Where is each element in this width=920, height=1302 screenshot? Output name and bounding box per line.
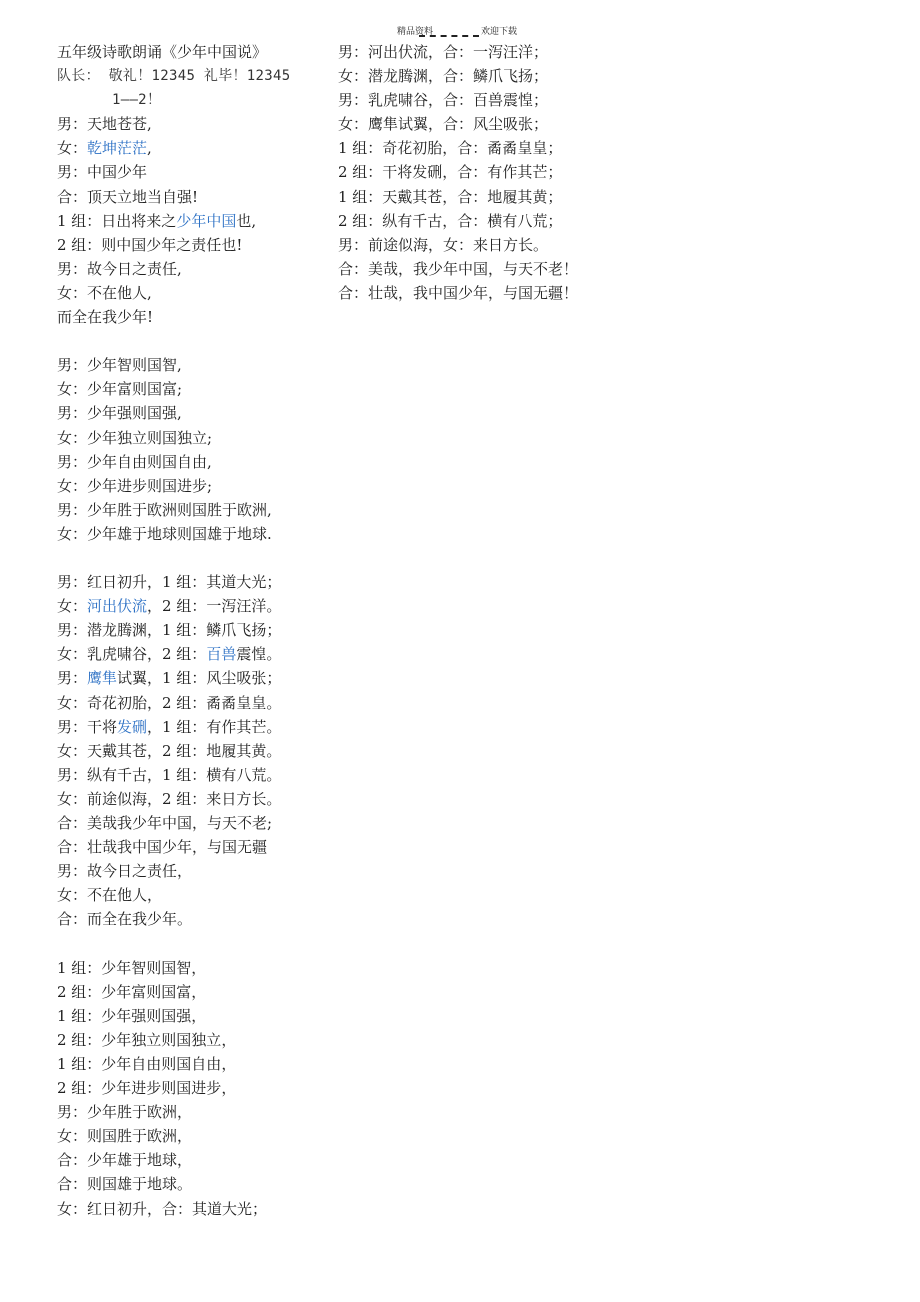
verse-text: 1——2！ — [112, 92, 162, 109]
page-header — [397, 26, 527, 40]
verse-text: 1 组：少年智则国智， — [57, 958, 207, 977]
verse-line — [57, 1052, 327, 1076]
highlighted-text: 百兽 — [206, 645, 237, 664]
verse-text: 合：则国雄于地球。 — [57, 1175, 193, 1194]
verse-line — [57, 112, 327, 136]
verse-line — [57, 209, 327, 233]
blank-line — [57, 329, 327, 353]
verse-text: 合：美哉我少年中国，与天不老; — [57, 814, 273, 832]
verse-line — [338, 64, 628, 88]
verse-line — [338, 281, 628, 305]
verse-line — [57, 956, 327, 980]
left-column — [57, 40, 327, 1221]
verse-line — [57, 666, 327, 690]
verse-line — [338, 88, 628, 112]
verse-text: 男：少年智则国智, — [57, 356, 182, 375]
verse-text: 男：河出伏流，合：一泻汪洋； — [338, 43, 549, 61]
verse-text: 也, — [236, 211, 257, 230]
verse-line — [57, 907, 327, 931]
highlighted-text: 发硎 — [117, 717, 148, 736]
verse-text: ，2 组：一泻汪洋。 — [147, 597, 282, 616]
blank-line — [57, 546, 327, 570]
verse-line — [57, 980, 327, 1004]
verse-line — [57, 498, 327, 522]
verse-text: 男：红日初升，1 组：其道大光； — [57, 573, 282, 592]
verse-line — [338, 112, 628, 136]
verse-line — [57, 594, 327, 618]
verse-line — [57, 426, 327, 450]
verse-text: 男：乳虎啸谷，合：百兽震惶； — [338, 91, 549, 110]
verse-text: 2 组：则中国少年之责任也! — [57, 235, 243, 254]
verse-text: 女：奇花初胎，2 组：矞矞皇皇。 — [57, 693, 282, 712]
verse-line — [57, 1100, 327, 1124]
verse-text: ，1 组：有作其芒。 — [147, 717, 282, 736]
verse-line — [57, 570, 327, 594]
verse-text: 1 组：天戴其苍，合：地履其黄； — [338, 187, 563, 206]
verse-line — [57, 691, 327, 715]
verse-text: 合：少年雄于地球， — [57, 1151, 193, 1170]
verse-text: 男：故今日之责任, — [57, 259, 182, 278]
verse-text: 2 组：少年富则国富， — [57, 982, 207, 1001]
verse-line — [57, 40, 327, 64]
verse-line — [338, 136, 628, 160]
verse-line — [57, 160, 327, 184]
verse-line — [57, 835, 327, 859]
highlighted-text: 河出伏流 — [87, 597, 148, 616]
verse-line — [57, 1172, 327, 1196]
verse-line — [57, 136, 327, 160]
verse-line — [338, 233, 628, 257]
verse-text: 合：美哉，我少年中国，与天不老！ — [338, 259, 579, 278]
verse-line — [57, 305, 327, 329]
verse-text: 女：少年进步则国进步; — [57, 476, 213, 495]
verse-text: 女：乳虎啸谷，2 组： — [57, 645, 207, 664]
verse-text: 五年级诗歌朗诵《少年中国说》 — [57, 43, 268, 61]
verse-text: 2 组：少年进步则国进步， — [57, 1079, 237, 1098]
verse-line — [57, 64, 327, 88]
verse-text: 1 组：日出将来之 — [57, 211, 177, 230]
verse-text: 试翼，1 组：风尘吸张； — [117, 669, 282, 688]
blank-line — [57, 931, 327, 955]
verse-text: 女：天戴其苍，2 组：地履其黄。 — [57, 741, 282, 760]
verse-text: 震惶。 — [236, 645, 282, 664]
verse-line — [57, 715, 327, 739]
verse-text: 男：纵有千古，1 组：横有八荒。 — [57, 765, 282, 784]
verse-line — [57, 450, 327, 474]
verse-text: 女：潜龙腾渊，合：鳞爪飞扬； — [338, 67, 549, 86]
verse-line — [57, 642, 327, 666]
verse-line — [338, 209, 628, 233]
verse-line — [57, 859, 327, 883]
verse-line — [338, 257, 628, 281]
header-right-text: 欢迎下载 — [481, 27, 518, 37]
verse-text: 1 组：少年自由则国自由， — [57, 1054, 237, 1073]
verse-line — [57, 1028, 327, 1052]
verse-text: 1 组：少年强则国强， — [57, 1006, 207, 1025]
verse-text: 女：少年雄于地球则国雄于地球. — [57, 524, 272, 543]
verse-line — [57, 474, 327, 498]
verse-line — [57, 257, 327, 281]
verse-text: 男：潜龙腾渊，1 组：鳞爪飞扬； — [57, 621, 282, 640]
verse-line — [57, 88, 327, 112]
verse-line — [57, 1124, 327, 1148]
verse-text: 男：中国少年 — [57, 163, 148, 182]
verse-text: 男：前途似海，女：来日方长。 — [338, 235, 549, 254]
verse-line — [57, 739, 327, 763]
verse-line — [338, 160, 628, 184]
verse-line — [57, 377, 327, 401]
verse-text: 男：天地苍苍, — [57, 115, 152, 134]
verse-text: 男： — [57, 669, 88, 688]
right-column — [338, 40, 628, 305]
verse-text: 男：少年胜于欧洲， — [57, 1103, 193, 1122]
verse-text: 女：则国胜于欧洲， — [57, 1127, 193, 1146]
verse-text: 女：前途似海，2 组：来日方长。 — [57, 789, 282, 808]
verse-text: 男：干将 — [57, 717, 118, 736]
verse-text: 合：顶天立地当自强! — [57, 187, 199, 206]
verse-text: 男：故今日之责任， — [57, 862, 193, 881]
verse-line — [57, 1004, 327, 1028]
verse-line — [57, 353, 327, 377]
verse-line — [57, 883, 327, 907]
verse-line — [57, 763, 327, 787]
verse-line — [57, 185, 327, 209]
verse-text: 合：壮哉我中国少年，与国无疆 — [57, 838, 268, 857]
verse-line — [57, 787, 327, 811]
verse-line — [57, 233, 327, 257]
highlighted-text: 鹰隼 — [87, 669, 118, 688]
verse-text: 男：少年胜于欧洲则国胜于欧洲, — [57, 500, 272, 519]
verse-line — [57, 522, 327, 546]
verse-text: 2 组：少年独立则国独立， — [57, 1030, 237, 1049]
verse-line — [57, 1197, 327, 1221]
highlighted-text: 乾坤茫茫 — [87, 139, 148, 158]
verse-text: 女：鹰隼试翼，合：风尘吸张； — [338, 115, 549, 134]
verse-text: , — [147, 139, 152, 158]
verse-line — [57, 401, 327, 425]
header-divider — [419, 35, 479, 37]
verse-line — [338, 40, 628, 64]
verse-text: 男：少年强则国强, — [57, 404, 182, 423]
verse-text: 女：不在他人， — [57, 886, 163, 905]
verse-text: 队长： 敬礼！12345 礼毕！12345 — [57, 68, 291, 85]
verse-line — [57, 618, 327, 642]
verse-text: 1 组：奇花初胎，合：矞矞皇皇； — [338, 139, 563, 158]
verse-text: 女：红日初升，合：其道大光； — [57, 1199, 268, 1218]
verse-text: 女：少年富则国富; — [57, 380, 183, 399]
verse-text: 2 组：纵有千古，合：横有八荒； — [338, 211, 563, 230]
verse-text: 女： — [57, 597, 88, 616]
verse-line — [57, 811, 327, 835]
verse-line — [57, 1148, 327, 1172]
header-left-text: 精品资料 — [397, 27, 434, 37]
verse-text: 男：少年自由则国自由, — [57, 452, 212, 471]
verse-line — [338, 185, 628, 209]
verse-text: 合：壮哉，我中国少年，与国无疆！ — [338, 283, 579, 302]
verse-text: 合：而全在我少年。 — [57, 910, 193, 929]
verse-text: 女：不在他人, — [57, 283, 152, 302]
verse-text: 女：少年独立则国独立; — [57, 428, 213, 447]
verse-line — [57, 1076, 327, 1100]
verse-text: 2 组：干将发硎，合：有作其芒； — [338, 163, 563, 182]
verse-text: 女： — [57, 139, 88, 158]
verse-line — [57, 281, 327, 305]
highlighted-text: 少年中国 — [176, 211, 237, 230]
verse-text: 而全在我少年! — [57, 308, 154, 327]
